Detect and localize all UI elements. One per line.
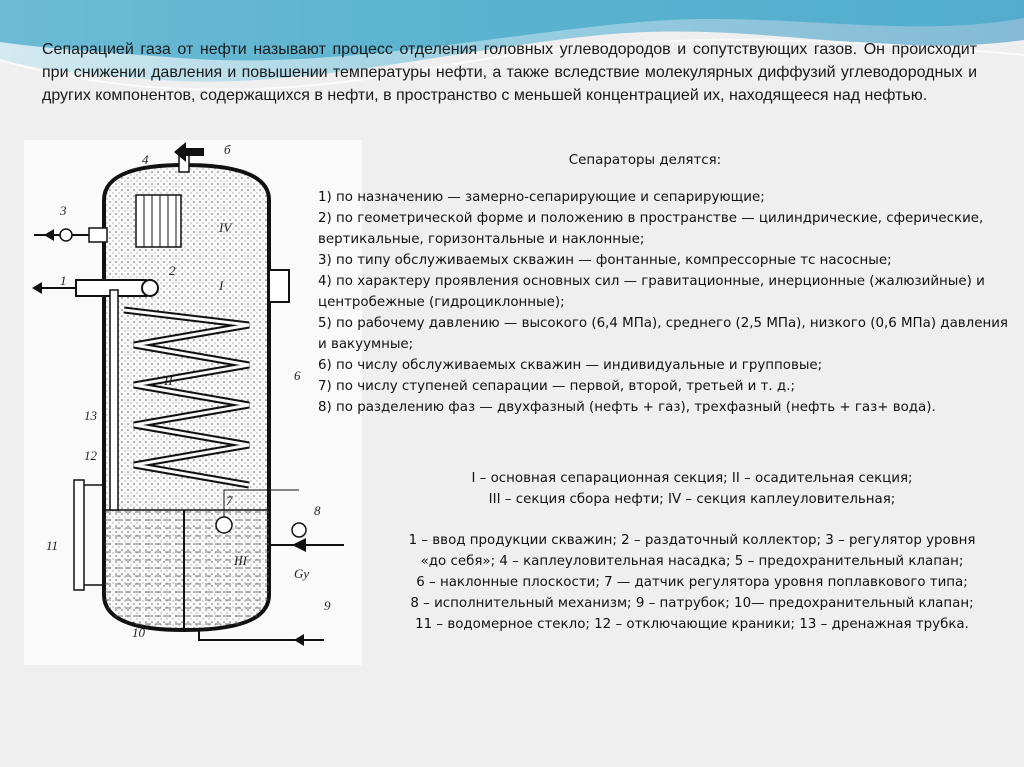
legend-line: 11 – водомерное стекло; 12 – отключающие краники; 13 – дренажная трубка. [415, 617, 969, 632]
sections-line: I – основная сепарационная секция; II – осадительная секция; [471, 471, 913, 486]
diagram-legend [376, 468, 1008, 635]
label-1: 1 [60, 273, 67, 288]
list-item: 4) по характеру проявления основных сил — гравитационные, инерционные (жалюзийные) и центробежные (гидроциклонные); [318, 274, 985, 310]
intro-paragraph: Сепарацией газа от нефти называют процесс отделения головных углеводородов и сопутствующих газов. Он происходит при снижении давления и повышении температуры нефти, а также вследствие молекулярных диффузий углеводородных и других компонентов, содержащихся в нефти, в пространство с меньшей концентрацией их, находящееся над нефтью. [42, 41, 977, 104]
legend-line: «до себя»; 4 – каплеуловительная насадка; 5 – предохранительный клапан; [420, 554, 964, 569]
label-2: 2 [169, 263, 176, 278]
list-item: 7) по числу ступеней сепарации — первой, второй, третьей и т. д.; [318, 379, 795, 394]
list-item: 3) по типу обслуживаемых скважин — фонтанные, компрессорные тс насосные; [318, 253, 892, 268]
liquid-section [104, 510, 269, 630]
list-item: 6) по числу обслуживаемых скважин — индивидуальные и групповые; [318, 358, 823, 373]
droplet-packing [136, 195, 181, 247]
legend-line: 6 – наклонные плоскости; 7 — датчик регулятора уровня поплавкового типа; [416, 575, 968, 590]
separator-diagram [24, 140, 362, 665]
list-item: 2) по геометрической форме и положению в пространстве — цилиндрические, сферические, вертикальные, горизонтальные и наклонные; [318, 211, 984, 247]
sections-line: III – секция сбора нефти; IV – секция каплеуловительная; [488, 492, 896, 507]
label-12: 12 [84, 448, 97, 463]
list-item: 8) по разделению фаз — двухфазный (нефть + газ), трехфазный (нефть + газ+ вода). [318, 400, 936, 415]
label-10: 10 [132, 625, 145, 640]
separator-drawing [24, 140, 362, 665]
label-13: 13 [84, 408, 97, 423]
separator-classification [318, 150, 1024, 418]
label-8: 8 [314, 503, 321, 518]
legend-line: 1 – ввод продукции скважин; 2 – раздаточный коллектор; 3 – регулятор уровня [408, 533, 976, 548]
label-7: 7 [226, 493, 233, 508]
label-5: б [224, 142, 231, 157]
legend-line: 8 – исполнительный механизм; 9 – патрубок; 10— предохранительный клапан; [410, 596, 974, 611]
label-section-2: II [164, 373, 173, 388]
label-gy: Gу [294, 566, 310, 581]
label-9: 9 [324, 598, 331, 613]
classification-list [318, 187, 1018, 418]
list-item: 5) по рабочему давлению — высокого (6,4 МПа), среднего (2,5 МПа), низкого (0,6 МПа) давления и вакуумные; [318, 316, 1008, 352]
label-section-3: III [234, 553, 247, 568]
label-6: 6 [294, 368, 301, 383]
label-section-4: IV [219, 220, 232, 235]
label-11: 11 [46, 538, 59, 553]
list-item: 1) по назначению — замерно-сепарирующие и сепарирующие; [318, 190, 765, 205]
label-section-1: I [219, 278, 224, 293]
label-4: 4 [142, 152, 149, 167]
label-3: 3 [60, 203, 67, 218]
classification-heading: Сепараторы делятся: [568, 153, 722, 168]
